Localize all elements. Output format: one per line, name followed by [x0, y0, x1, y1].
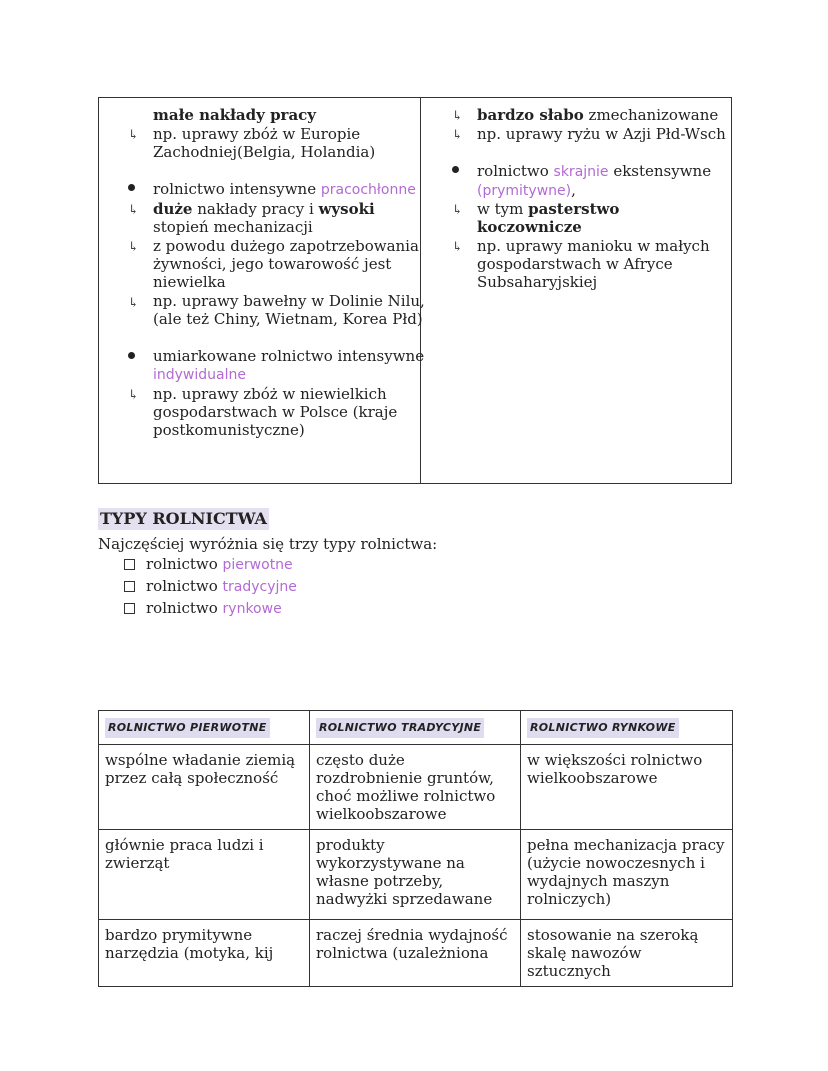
right-bullet [477, 162, 711, 181]
right-bullet-2 [477, 181, 576, 200]
left-b2-c-2: (ale też Chiny, Wietnam, Korea Płd) [153, 310, 423, 328]
bullet-icon [128, 184, 135, 191]
arrow-icon: ↳ [128, 203, 139, 218]
left-b3-a-1: np. uprawy zbóż w niewielkich [153, 385, 387, 403]
arrow-icon: ↳ [452, 128, 463, 143]
left-bullet-2 [153, 180, 416, 199]
right-d3: Subsaharyjskiej [477, 273, 598, 291]
text: , [571, 181, 576, 199]
top-table-divider [420, 97, 421, 484]
left-line-3: Zachodniej(Belgia, Holandia) [153, 143, 376, 161]
table-row [99, 830, 733, 920]
bold-text: bardzo słabo [477, 106, 584, 124]
text: ekstensywne [608, 162, 712, 180]
highlight-text: pracochłonne [320, 182, 416, 198]
text: nakłady pracy i [192, 200, 319, 218]
section-heading: TYPY ROLNICTWA [100, 509, 267, 528]
left-b2-b-2: żywności, jego towarowość jest [153, 255, 392, 273]
table-cell: wspólne władanie ziemią przez całą społeczność [99, 745, 310, 830]
left-b2-c-1: np. uprawy bawełny w Dolinie Nilu, [153, 292, 425, 310]
table-cell: głównie praca ludzi i zwierząt [99, 830, 310, 920]
table-cell: pełna mechanizacja pracy (użycie nowoczesnych i wydajnych maszyn rolniczych) [521, 830, 733, 920]
table-header-cell [99, 711, 310, 745]
left-b2-b-3: niewielka [153, 273, 226, 291]
bold-text: duże [153, 200, 193, 218]
table-cell: często duże rozdrobnienie gruntów, choć możliwe rolnictwo wielkoobszarowe [310, 745, 521, 830]
type-item-1 [146, 555, 293, 574]
column-header: ROLNICTWO TRADYCYJNE [316, 718, 484, 738]
left-b3-a-3: postkomunistyczne) [153, 421, 305, 439]
left-line-1: małe nakłady pracy [153, 106, 317, 124]
bullet-icon [128, 352, 135, 359]
right-c1 [477, 200, 619, 218]
table-row [99, 745, 733, 830]
bold-text: wysoki [318, 200, 375, 218]
text: rolnictwo intensywne [153, 180, 321, 198]
table-header-row [99, 711, 733, 745]
checkbox-icon [124, 603, 135, 614]
checkbox-icon [124, 559, 135, 570]
right-line-2: np. uprawy ryżu w Azji Płd-Wsch [477, 125, 726, 143]
table-header-cell [310, 711, 521, 745]
compare-table [98, 710, 733, 987]
bullet-icon [452, 166, 459, 173]
table-cell: bardzo prymitywne narzędzia (motyka, kij [99, 920, 310, 987]
left-bullet-3: umiarkowane rolnictwo intensywne [153, 347, 425, 365]
table-cell: produkty wykorzystywane na własne potrzeby, nadwyżki sprzedawane [310, 830, 521, 920]
arrow-icon: ↳ [128, 240, 139, 255]
highlight-text: tradycyjne [222, 579, 297, 595]
arrow-icon: ↳ [452, 240, 463, 255]
right-line-1 [477, 106, 718, 124]
text: rolnictwo [146, 599, 223, 617]
arrow-icon: ↳ [452, 203, 463, 218]
highlight-text: rynkowe [222, 601, 282, 617]
column-header: ROLNICTWO PIERWOTNE [105, 718, 270, 738]
left-b3-a-2: gospodarstwach w Polsce (kraje [153, 403, 398, 421]
arrow-icon: ↳ [128, 296, 139, 311]
table-cell: raczej średnia wydajność rolnictwa (uzależniona [310, 920, 521, 987]
left-b2-b-1: z powodu dużego zapotrzebowania [153, 237, 419, 255]
right-d2: gospodarstwach w Afryce [477, 255, 673, 273]
left-b2-a-2: stopień mechanizacji [153, 218, 313, 236]
text: rolnictwo [146, 577, 223, 595]
left-b2-a-1 [153, 200, 375, 218]
highlight-text: skrajnie [553, 164, 609, 180]
checkbox-icon [124, 581, 135, 592]
right-c2: koczownicze [477, 218, 582, 236]
table-cell: w większości rolnictwo wielkoobszarowe [521, 745, 733, 830]
table-row [99, 920, 733, 987]
arrow-icon: ↳ [452, 109, 463, 124]
highlight-text: pierwotne [222, 557, 293, 573]
arrow-icon: ↳ [128, 128, 139, 143]
arrow-icon: ↳ [128, 388, 139, 403]
table-cell: stosowanie na szeroką skalę nawozów sztucznych [521, 920, 733, 987]
intro-text: Najczęściej wyróżnia się trzy typy rolnictwa: [98, 535, 438, 553]
bold-text: pasterstwo [528, 200, 620, 218]
text: rolnictwo [477, 162, 554, 180]
right-d1: np. uprawy manioku w małych [477, 237, 710, 255]
text: zmechanizowane [583, 106, 719, 124]
left-line-2: np. uprawy zbóż w Europie [153, 125, 361, 143]
highlight-text: indywidualne [153, 367, 246, 383]
type-item-3 [146, 599, 282, 618]
highlight-text: (prymitywne) [477, 183, 572, 199]
type-item-2 [146, 577, 297, 596]
column-header: ROLNICTWO RYNKOWE [527, 718, 679, 738]
table-header-cell [521, 711, 733, 745]
text: w tym [477, 200, 529, 218]
text: rolnictwo [146, 555, 223, 573]
